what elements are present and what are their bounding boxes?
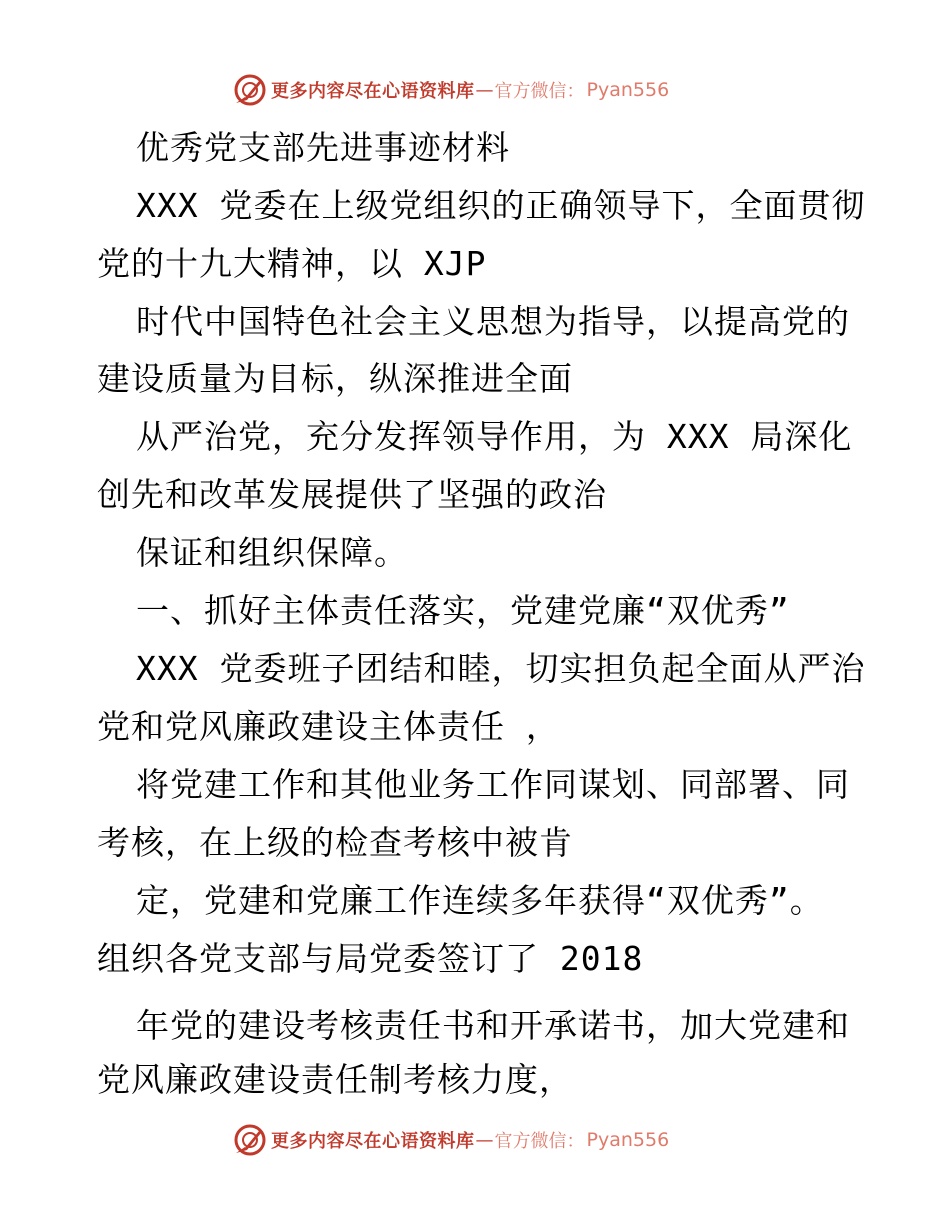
banner-brand-text: 更多内容尽在心语资料库: [271, 1131, 475, 1152]
banner-dash: —: [475, 79, 494, 101]
paragraph-line: 保证和组织保障。: [136, 533, 408, 572]
banner-wechat-label: 官方微信：: [494, 81, 585, 102]
paragraph-line: XXX 党委在上级党组织的正确领导下，全面贯彻: [136, 186, 866, 225]
banner-brand-text: 更多内容尽在心语资料库: [271, 81, 475, 102]
banner-wechat-label: 官方微信：: [494, 1131, 585, 1152]
paragraph-line: 组织各党支部与局党委签订了 2018: [97, 939, 644, 978]
section-heading: 一、抓好主体责任落实，党建党廉“双优秀”: [136, 591, 790, 630]
paragraph-line: 年党的建设考核责任书和开承诺书，加大党建和: [136, 1006, 850, 1045]
paragraph-line: 定，党建和党廉工作连续多年获得“双优秀”。: [136, 881, 824, 920]
banner-wechat-id: Pyan556: [586, 79, 670, 101]
paragraph-line: 时代中国特色社会主义思想为指导，以提高党的: [136, 302, 850, 341]
footer-banner: [233, 1122, 669, 1158]
brand-logo-icon: [233, 1123, 267, 1157]
brand-logo-icon: [233, 73, 267, 107]
header-banner: [233, 72, 669, 108]
paragraph-line: 建设质量为目标，纵深推进全面: [97, 359, 573, 398]
paragraph-line: 党的十九大精神，以 XJP: [97, 244, 487, 283]
paragraph-line: 从严治党，充分发挥领导作用，为 XXX 局深化: [136, 417, 853, 456]
document-title: 优秀党支部先进事迹材料: [136, 128, 510, 167]
paragraph-line: 将党建工作和其他业务工作同谋划、同部署、同: [136, 765, 850, 804]
paragraph-line: 党和党风廉政建设主体责任 ，: [97, 707, 560, 746]
paragraph-line: 创先和改革发展提供了坚强的政治: [97, 475, 607, 514]
paragraph-line: XXX 党委班子团结和睦，切实担负起全面从严治: [136, 649, 866, 688]
banner-dash: —: [475, 1129, 494, 1151]
paragraph-line: 党风廉政建设责任制考核力度，: [97, 1060, 573, 1099]
paragraph-line: 考核，在上级的检查考核中被肯: [97, 823, 573, 862]
banner-wechat-id: Pyan556: [586, 1129, 670, 1151]
